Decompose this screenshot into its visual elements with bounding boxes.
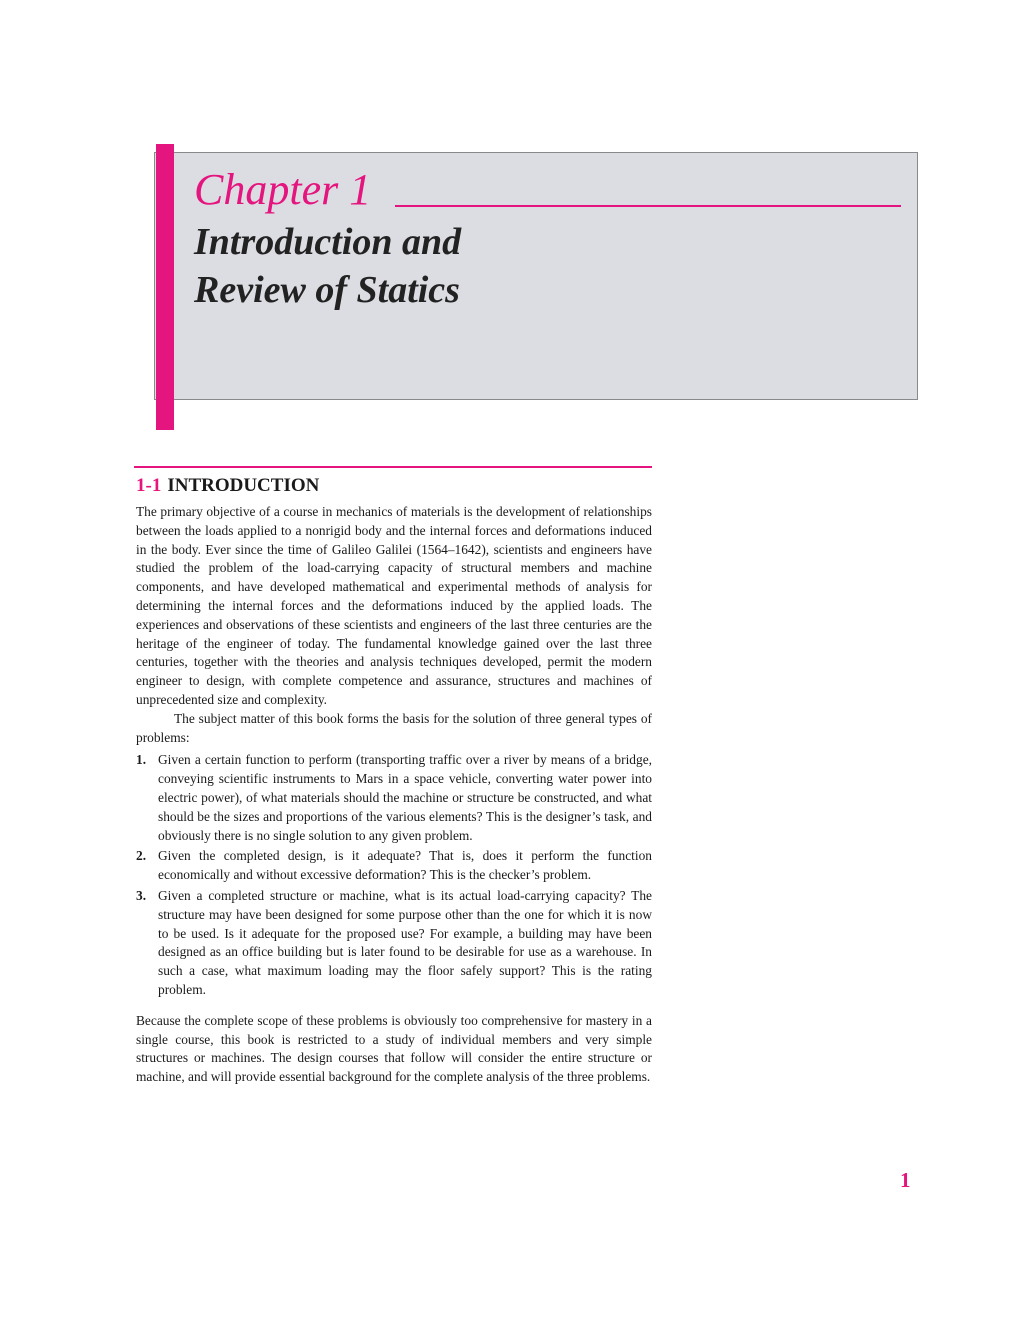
problems-intro-paragraph: The subject matter of this book forms the basis for the solution of three general types of problems: xyxy=(136,710,652,745)
list-item xyxy=(136,847,652,885)
list-item-text: Given a certain function to perform (transporting traffic over a river by means of a bridge, conveying scientific instruments to Mars in a space vehicle, converting water power into electric power), of what materials should the machine or structure be constructed, and what should be the sizes and proportions of the various elements? This is the designer’s task, and obviously there is no single solution to any given problem. xyxy=(158,752,652,843)
chapter-accent-bar xyxy=(156,144,174,430)
list-item-number: 3. xyxy=(136,887,147,903)
problem-list xyxy=(136,751,652,999)
chapter-title xyxy=(194,218,461,314)
intro-paragraph: The primary objective of a course in mechanics of materials is the development of relationships between the loads applied to a nonrigid body and the internal forces and deformations induced in the body. Ever since the time of Galileo Galilei (1564–1642), scientists and engineers have studied the problem of the load-carrying capacity of structural members and machine components, and have developed mathematical and experimental methods of analysis for determining the internal forces and the deformations induced by the applied loads. The experiences and observations of these scientists and engineers of the last three centuries are the heritage of the engineer of today. The fundamental knowledge gained over the last three centuries, together with the theories and analysis techniques developed, permit the modern engineer to design, with complete competence and assurance, structures and machines of unprecedented size and complexity. xyxy=(136,504,652,707)
list-item xyxy=(136,751,652,845)
list-item xyxy=(136,887,652,1000)
section-number: 1-1 xyxy=(136,475,162,496)
chapter-title-line2: Review of Statics xyxy=(194,269,460,311)
section-rule xyxy=(134,466,652,468)
page-number: 1 xyxy=(900,1168,911,1192)
chapter-title-line1: Introduction and xyxy=(194,221,462,263)
list-item-number: 1. xyxy=(136,752,147,768)
section-title: INTRODUCTION xyxy=(167,475,320,496)
section-heading xyxy=(136,474,319,498)
list-item-number: 2. xyxy=(136,848,147,864)
list-item-text: Given a completed structure or machine, what is its actual load-carrying capacity? The structure may have been designed for some purpose other than the one for which it is now to be used. Is it adequate for the proposed use? For example, a building may have been designed as an office building but is later found to be desirable for use as a warehouse. In such a case, what maximum loading may the floor safely support? This is the rating problem. xyxy=(158,887,652,997)
chapter-label: Chapter 1 xyxy=(194,165,372,214)
chapter-rule xyxy=(395,205,901,207)
body-text xyxy=(136,503,652,1087)
list-item-text: Given the completed design, is it adequate? That is, does it perform the function economically and without excessive deformation? This is the checker’s problem. xyxy=(158,848,652,883)
closing-paragraph: Because the complete scope of these problems is obviously too comprehensive for mastery in a single course, this book is restricted to a study of individual members and very simple structures or machines. The design courses that follow will consider the entire structure or machine, and will provide essential background for the complete analysis of the three problems. xyxy=(136,1012,652,1085)
